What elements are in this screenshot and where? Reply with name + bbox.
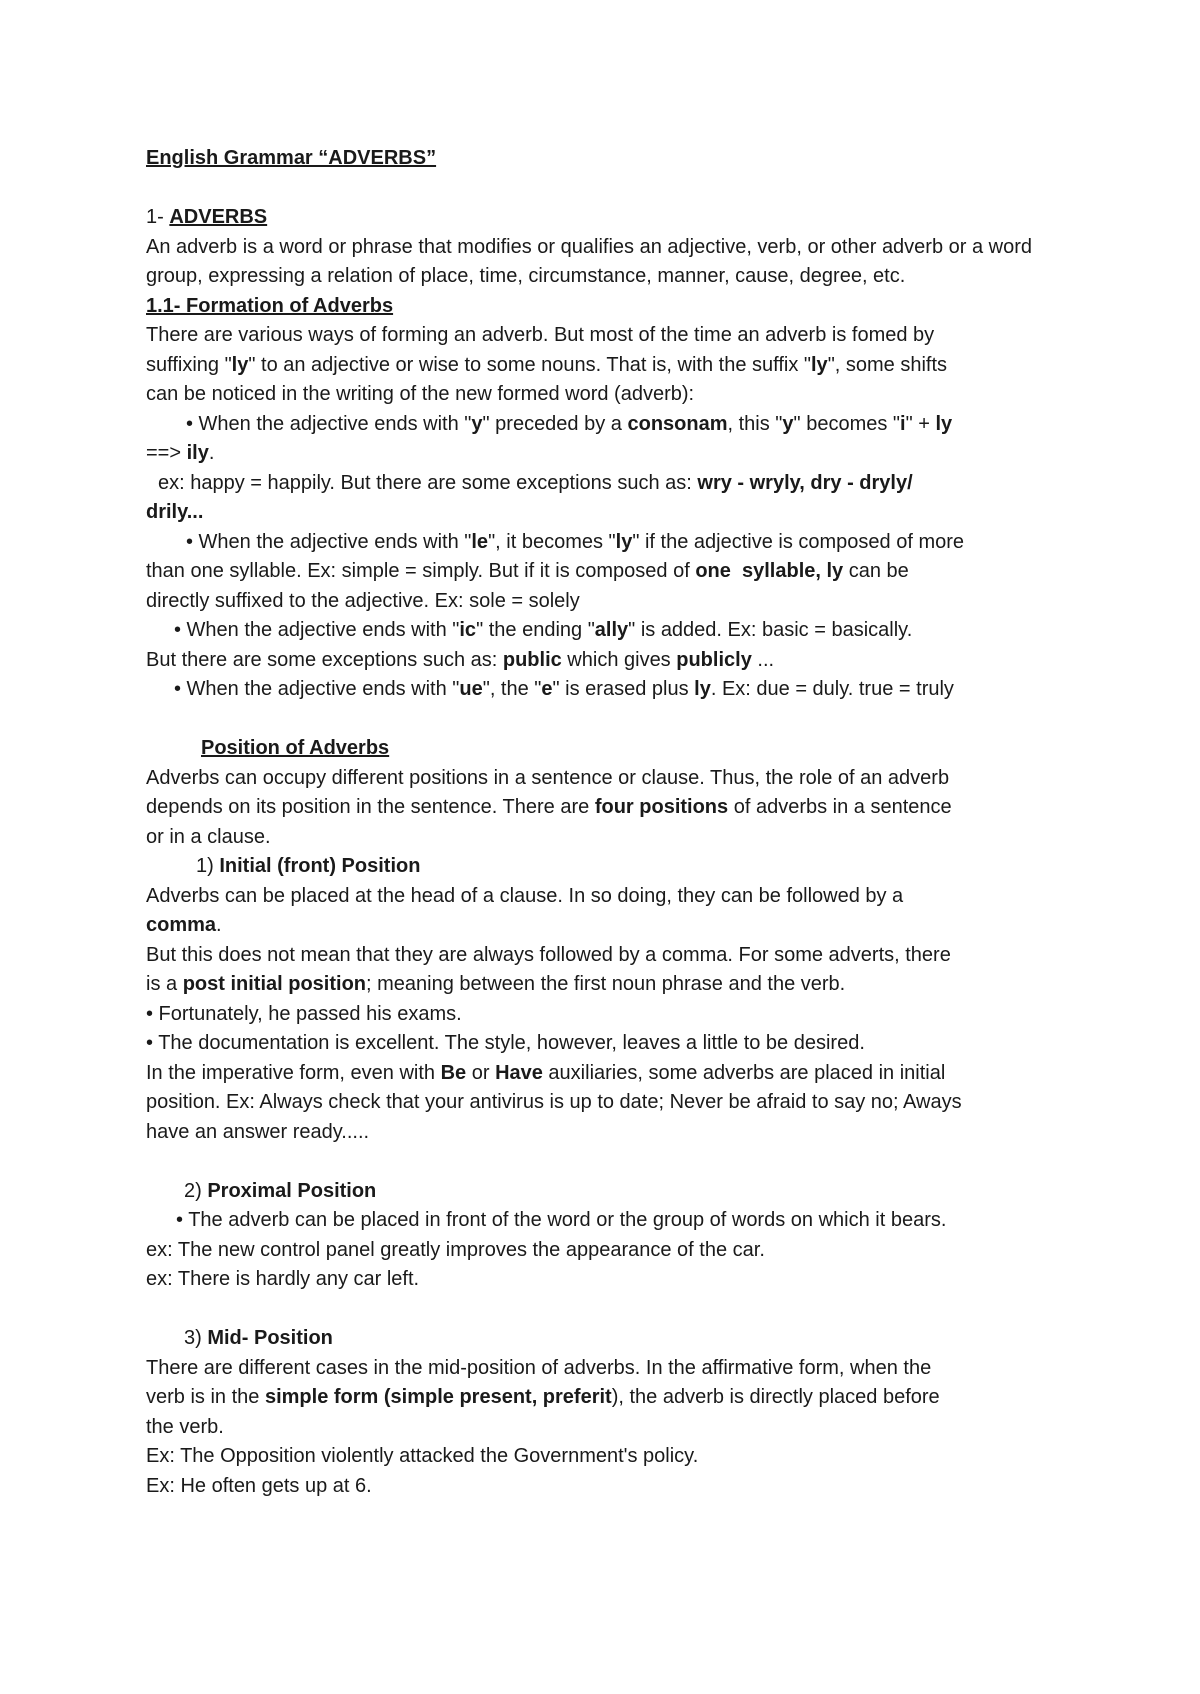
bold-text: ily [186,442,209,464]
spacer [146,1147,1086,1177]
text: suffixing " [146,353,232,376]
text: 3) [184,1327,208,1349]
position-paragraph-line: or in a clause. [146,825,271,848]
bold-text: y [782,412,794,435]
initial-position-line: But this does not mean that they are always followed by a comma. For some adverts, there [146,943,951,966]
bold-text: ly [231,353,249,376]
text: ", it becomes " [488,530,616,553]
initial-position-example: • Fortunately, he passed his exams. [146,1002,462,1025]
mid-position-line [146,1383,1086,1413]
formation-rule-le [146,528,1086,558]
text: verb is in the [146,1386,265,1408]
bold-text: le [471,530,489,553]
bold-text: comma [146,914,217,936]
bold-text: e [541,678,553,700]
text: • When the adjective ends with " [186,530,472,553]
text: or [466,1061,496,1084]
formation-rule-y-cont [146,439,1086,469]
text: which gives [561,648,677,671]
spacer [146,705,1086,735]
text: . [216,914,222,936]
section-1-title: ADVERBS [169,206,268,228]
text: ", some shifts [827,353,948,376]
text: But there are some exceptions such as: [146,648,503,671]
text: depends on its position in the sentence. There are [146,796,595,818]
text: . [208,442,215,464]
mid-position-example: Ex: He often gets up at 6. [146,1474,372,1497]
text: of adverbs in a sentence [728,796,952,818]
mid-position-line: the verb. [146,1415,224,1438]
text: • When the adjective ends with " [186,412,472,435]
text: ==> [146,442,187,464]
position-paragraph-line [146,793,1086,823]
section-1-prefix: 1- [146,206,170,228]
bold-text: public [502,648,562,671]
bold-text: simple form (simple present, preferit [264,1386,612,1408]
text: " is added. Ex: basic = basically. [628,619,913,641]
bold-text: y [471,412,483,435]
bold-text: post initial position [182,973,367,995]
bold-text: ic [459,619,477,641]
formation-rule-ic [146,616,1086,646]
bold-text: Proximal Position [207,1179,377,1202]
text: • When the adjective ends with " [174,678,460,700]
bold-text: publicly [676,648,752,671]
initial-position-line [146,970,1086,1000]
document-title: English Grammar “ADVERBS” [146,147,437,169]
formation-heading: 1.1- Formation of Adverbs [146,294,394,317]
text: " becomes " [793,412,901,435]
formation-paragraph-line: There are various ways of forming an adverb. But most of the time an adverb is fomed by [146,324,935,346]
bold-text: Be [440,1061,467,1084]
text: than one syllable. Ex: simple = simply. But if it is composed of [146,560,696,582]
text: 2) [184,1179,208,1202]
text: In the imperative form, even with [146,1061,441,1084]
initial-position-line: position. Ex: Always check that your antivirus is up to date; Never be afraid to say no; Aways [146,1091,962,1113]
text: auxiliaries, some adverbs are placed in initial [542,1061,946,1084]
text: ex: happy = happily. But there are some exceptions such as: [158,471,698,494]
spacer [146,174,1086,204]
initial-position-line: have an answer ready..... [146,1120,370,1143]
bold-text: ly [694,678,711,700]
initial-position-heading [146,852,1086,882]
formation-example [146,469,1086,499]
bold-text: four positions [594,796,729,818]
text: " + [905,412,936,435]
position-heading: Position of Adverbs [201,737,390,759]
bold-text: ly [615,530,633,553]
bold-text: one syllable, ly [695,560,844,582]
text: is a [146,973,183,995]
document-body [146,144,1086,1501]
text: • When the adjective ends with " [174,619,460,641]
initial-position-line: Adverbs can be placed at the head of a clause. In so doing, they can be followed by a [146,884,904,907]
text: ", the " [482,678,542,700]
text: can be [843,560,909,582]
text: ; meaning between the first noun phrase and the verb. [366,973,846,995]
bold-text: consonam [627,412,728,435]
text: " if the adjective is composed of more [632,530,965,553]
formation-rule-ic-cont [146,646,1086,676]
position-paragraph-line: Adverbs can occupy different positions in a sentence or clause. Thus, the role of an adverb [146,766,950,789]
adverb-definition: An adverb is a word or phrase that modifies or qualifies an adjective, verb, or other adverb or a word group, expressing a relation of place, time, circumstance, manner, cause, degree, etc. [146,235,1033,287]
section-1-heading [146,203,1086,233]
bold-text: ally [594,619,629,641]
bold-text: Mid- Position [207,1327,333,1349]
proximal-position-example: ex: The new control panel greatly improves the appearance of the car. [146,1238,765,1261]
text: " is erased plus [552,678,695,700]
text: 1) [196,855,220,877]
text: . Ex: due = duly. true = truly [710,678,954,700]
formation-paragraph-line [146,351,1086,381]
bold-text: Have [495,1061,543,1084]
bold-text: Initial (front) Position [219,855,421,877]
text: " preceded by a [482,412,628,435]
text: ... [751,648,775,671]
initial-position-example: • The documentation is excellent. The style, however, leaves a little to be desired. [146,1032,865,1054]
formation-rule-le-cont [146,557,1086,587]
text: " the ending " [476,619,595,641]
proximal-position-line: • The adverb can be placed in front of the word or the group of words on which it bears. [176,1209,947,1231]
mid-position-line: There are different cases in the mid-position of adverbs. In the affirmative form, when the [146,1356,932,1379]
formation-example-cont: drily... [146,501,204,523]
formation-rule-y [146,410,1086,440]
text: ), the adverb is directly placed before [611,1386,940,1408]
bold-text: ly [811,353,828,376]
text: , this " [727,412,783,435]
formation-rule-ue [146,675,1086,705]
bold-text: ly [935,412,953,435]
initial-position-line [146,1059,1086,1089]
spacer [146,1295,1086,1325]
proximal-position-heading [146,1177,1086,1207]
bold-text: wry - wryly, dry - dryly/ [697,471,913,494]
initial-position-line [146,911,1086,941]
formation-paragraph-line: can be noticed in the writing of the new formed word (adverb): [146,383,695,405]
mid-position-example: Ex: The Opposition violently attacked the Government's policy. [146,1445,699,1467]
text: " to an adjective or wise to some nouns. That is, with the suffix " [248,353,811,376]
proximal-position-example: ex: There is hardly any car left. [146,1268,420,1290]
bold-text: i [900,412,906,435]
bold-text: ue [459,678,483,700]
formation-rule-le-cont: directly suffixed to the adjective. Ex: sole = solely [146,589,580,612]
mid-position-heading [146,1324,1086,1354]
